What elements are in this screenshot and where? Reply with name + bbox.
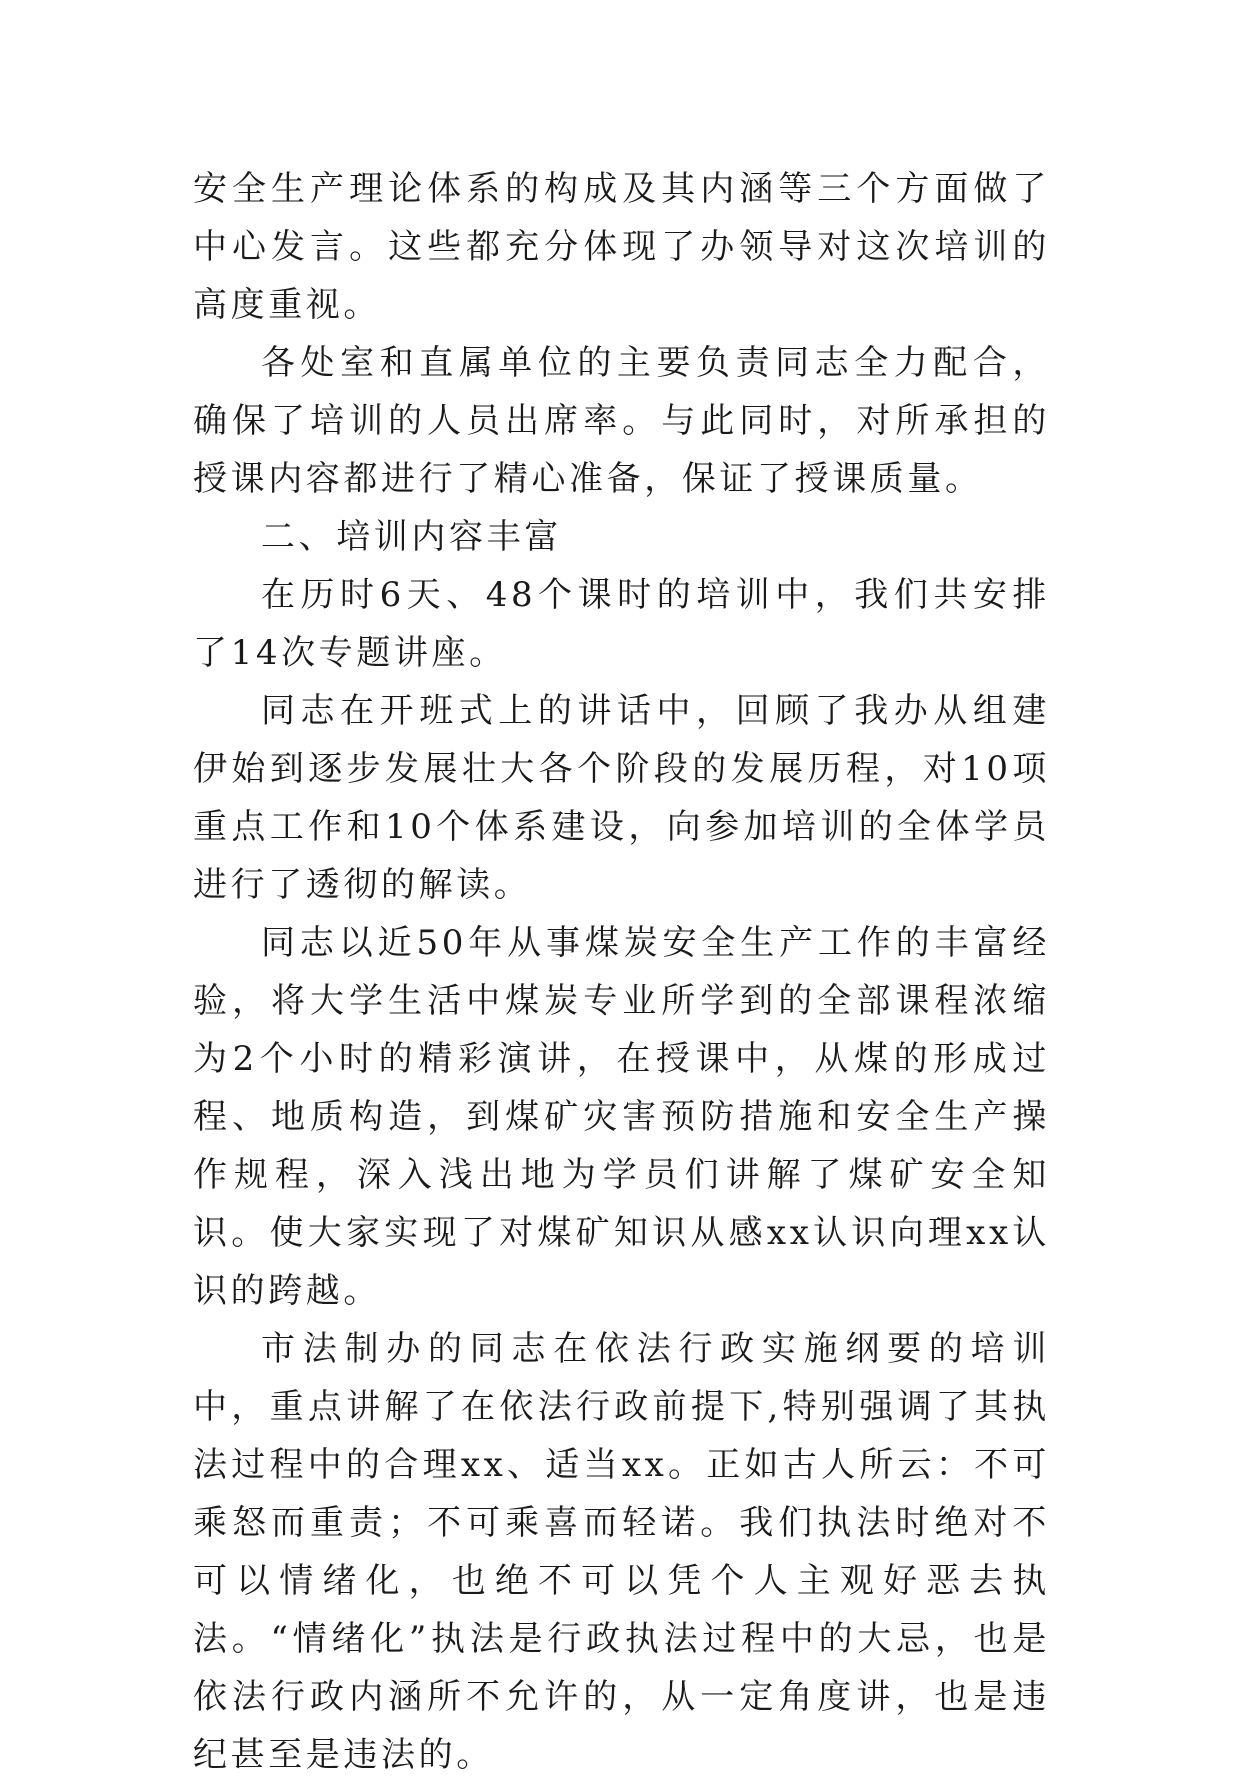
- paragraph: 各处室和直属单位的主要负责同志全力配合，确保了培训的人员出席率。与此同时，对所承担的授课内容都进行了精心准备，保证了授课质量。: [193, 343, 1050, 499]
- section-heading: 二、培训内容丰富: [261, 517, 562, 557]
- paragraph: 在历时6天、48个课时的培训中，我们共安排了14次专题讲座。: [193, 575, 1050, 673]
- document-body: [193, 160, 1050, 1784]
- paragraph: 安全生产理论体系的构成及其内涵等三个方面做了中心发言。这些都充分体现了办领导对这次培训的高度重视。: [193, 169, 1050, 325]
- paragraph: 同志以近50年从事煤炭安全生产工作的丰富经验，将大学生活中煤炭专业所学到的全部课程浓缩为2个小时的精彩演讲，在授课中，从煤的形成过程、地质构造，到煤矿灾害预防措施和安全生产操作规程，深入浅出地为学员们讲解了煤矿安全知识。使大家实现了对煤矿知识从感xx认识向理xx认识的跨越。: [193, 923, 1050, 1311]
- paragraph: 同志在开班式上的讲话中，回顾了我办从组建伊始到逐步发展壮大各个阶段的发展历程，对10项重点工作和10个体系建设，向参加培训的全体学员进行了透彻的解读。: [193, 691, 1050, 905]
- paragraph: 市法制办的同志在依法行政实施纲要的培训中，重点讲解了在依法行政前提下,特别强调了其执法过程中的合理xx、适当xx。正如古人所云：不可乘怒而重责；不可乘喜而轻诺。我们执法时绝对不可以情绪化，也绝不可以凭个人主观好恶去执法。“情绪化”执法是行政执法过程中的大忌，也是依法行政内涵所不允许的，从一定角度讲，也是违纪甚至是违法的。: [193, 1329, 1050, 1775]
